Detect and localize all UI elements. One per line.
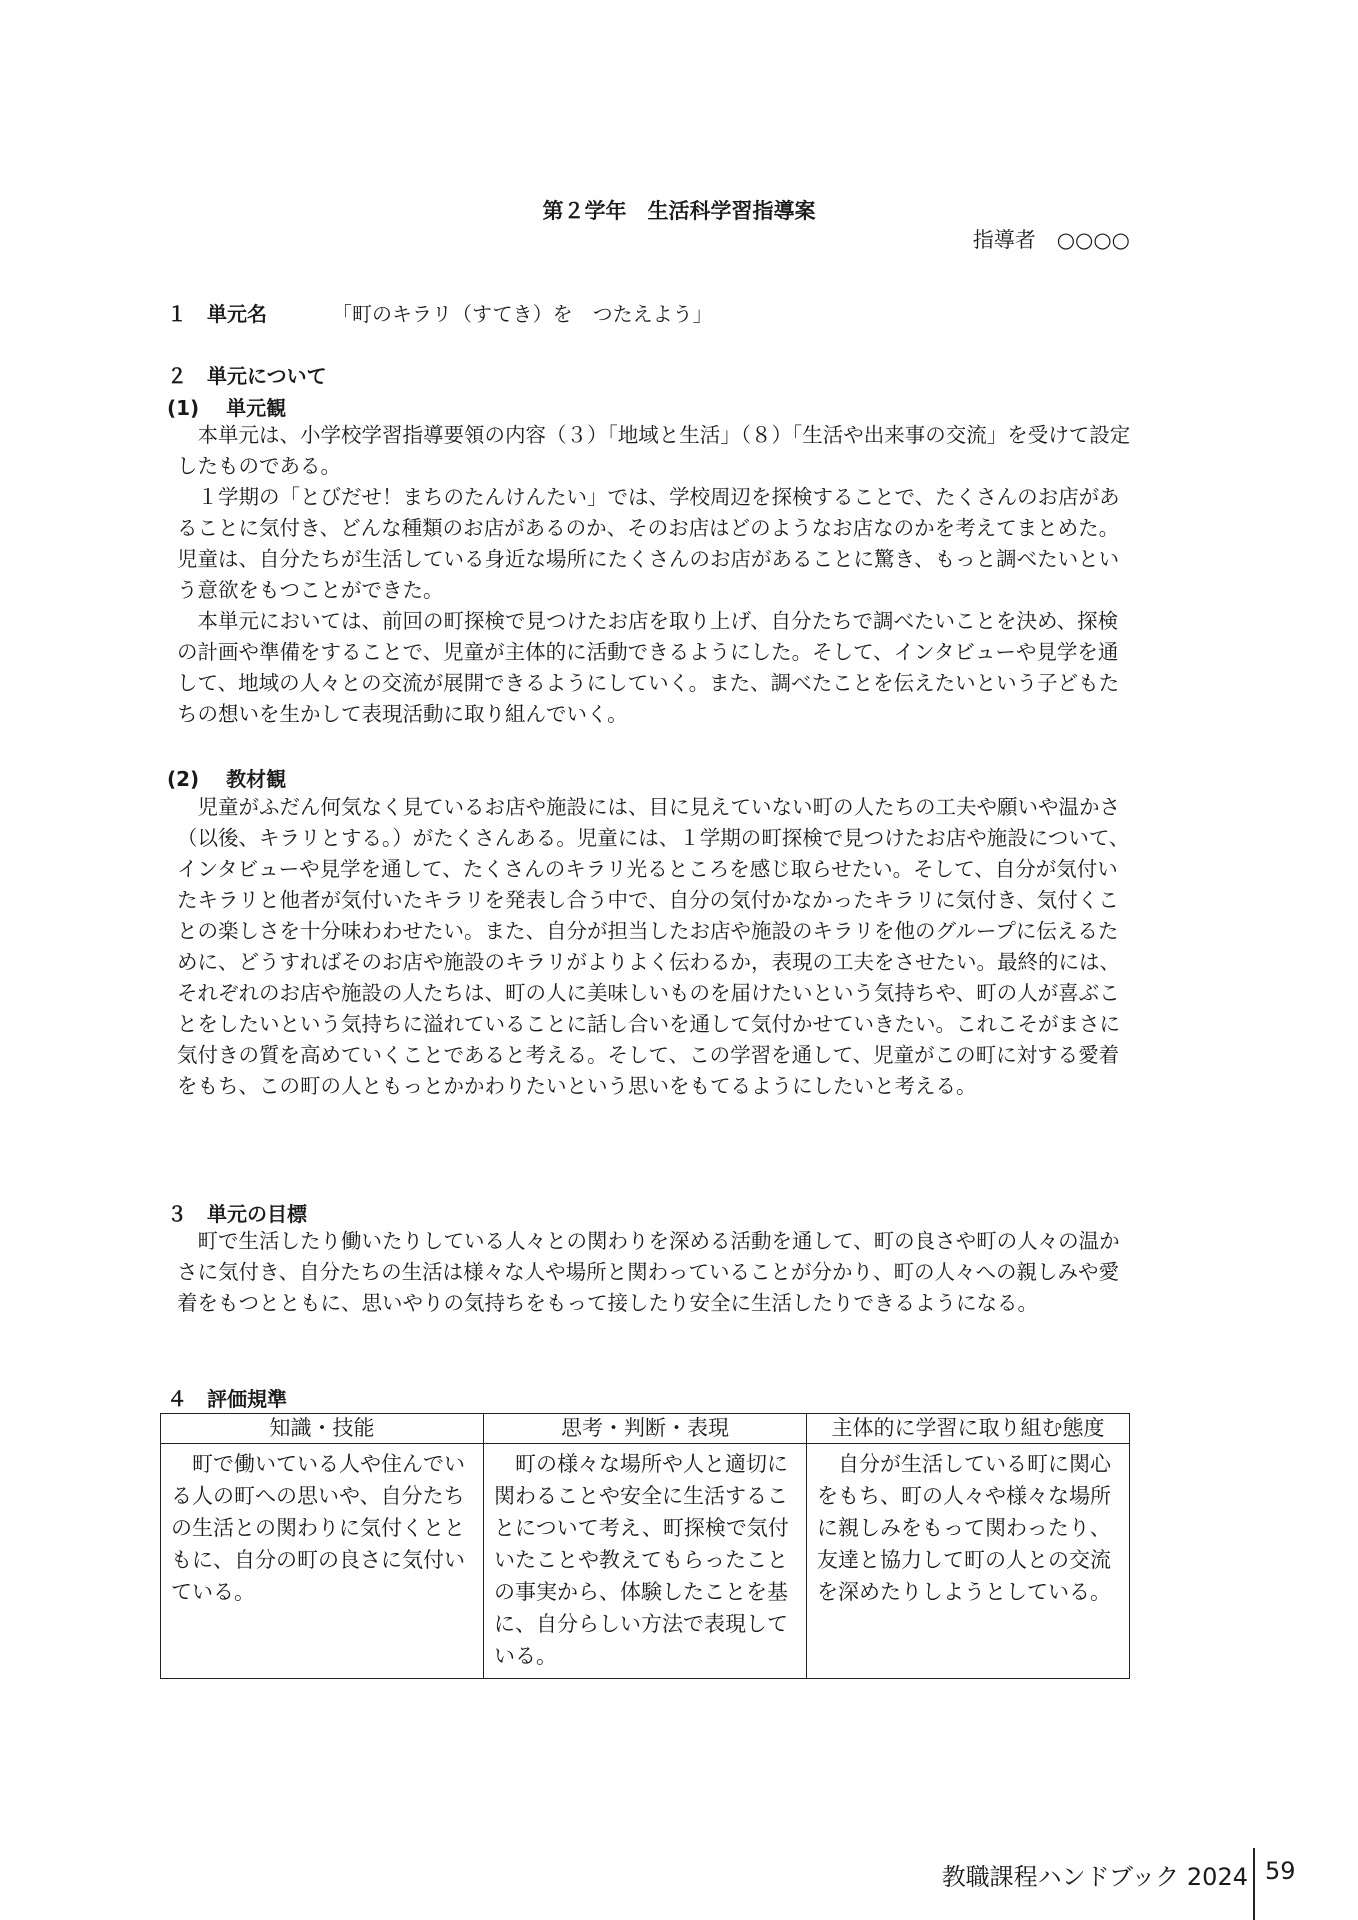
table-cell-thinking: 町の様々な場所や人と適切に関わることや安全に生活することについて考え、町探検で気付いたことや教えてもらったことの事実から、体験したことを基に、自分らしい方法で表現している。 (484, 1444, 807, 1679)
table-header-thinking: 思考・判断・表現 (484, 1414, 807, 1444)
unit-name: 「町のキラリ（すてき）を つたえよう」 (332, 302, 713, 326)
unit-view-paragraph: 本単元は、小学校学習指導要領の内容（３）「地域と生活」（８）「生活や出来事の交流」を受けて設定したものである。 (177, 423, 1131, 478)
material-view-body (177, 792, 1137, 1102)
author-line: 指導者 ○○○○ (972, 228, 1130, 252)
section-2-heading: ２ 単元について (167, 364, 327, 388)
table-cell-attitude: 自分が生活している町に関心をもち、町の人々や様々な場所に親しみをもって関わったり、友達と協力して町の人との交流を深めたりしようとしている。 (807, 1444, 1130, 1679)
unit-view-body (177, 420, 1137, 730)
table-row (161, 1444, 1130, 1679)
section-3-heading: ３ 単元の目標 (167, 1202, 307, 1226)
table-header-attitude: 主体的に学習に取り組む態度 (807, 1414, 1130, 1444)
table-header-knowledge: 知識・技能 (161, 1414, 484, 1444)
subsection-unit-view-heading: (1) 単元観 (167, 396, 287, 420)
table-header-row (161, 1414, 1130, 1444)
page-title: 第２学年 生活科学習指導案 (542, 199, 816, 223)
evaluation-criteria-table (160, 1413, 1130, 1679)
material-view-paragraph: 児童がふだん何気なく見ているお店や施設には、目に見えていない町の人たちの工夫や願いや温かさ（以後、キラリとする。）がたくさんある。児童には、１学期の町探検で見つけたお店や施設について、インタビューや見学を通して、たくさんのキラリ光るところを感じ取らせたい。そして、自分が気付いたキラリと他者が気付いたキラリを発表し合う中で、自分の気付かなかったキラリに気付き、気付くことの楽しさを十分味わわせたい。また、自分が担当したお店や施設のキラリを他のグループに伝えるために、どうすればそのお店や施設のキラリがよりよく伝わるか，表現の工夫をさせたい。最終的には、それぞれのお店や施設の人たちは、町の人に美味しいものを届けたいという気持ちや、町の人が喜ぶことをしたいという気持ちに溢れていることに話し合いを通して気付かせていきたい。これこそがまさに気付きの質を高めていくことであると考える。そして、この学習を通して、児童がこの町に対する愛着をもち、この町の人ともっとかかわりたいという思いをもてるようにしたいと考える。 (177, 795, 1130, 1098)
section-1-heading: １ 単元名 (167, 302, 267, 326)
unit-goal-paragraph: 町で生活したり働いたりしている人々との関わりを深める活動を通して、町の良さや町の人々の温かさに気付き、自分たちの生活は様々な人や場所と関わっていることが分かり、町の人々への親しみや愛着をもつとともに、思いやりの気持ちをもって接したり安全に生活したりできるようになる。 (177, 1229, 1120, 1315)
footer-title: 教職課程ハンドブック 2024 (941, 1863, 1248, 1891)
unit-goal-body (177, 1226, 1137, 1319)
footer-divider (1253, 1848, 1255, 1920)
unit-view-paragraph: 本単元においては、前回の町探検で見つけたお店を取り上げ、自分たちで調べたいことを決め、探検の計画や準備をすることで、児童が主体的に活動できるようにした。そして、インタビューや見学を通して、地域の人々との交流が展開できるようにしていく。また、調べたことを伝えたいという子どもたちの想いを生かして表現活動に取り組んでいく。 (177, 609, 1120, 726)
section-4-heading: ４ 評価規準 (167, 1387, 287, 1411)
table-cell-knowledge: 町で働いている人や住んでいる人の町への思いや、自分たちの生活との関わりに気付くとともに、自分の町の良さに気付いている。 (161, 1444, 484, 1679)
page-number: 59 (1265, 1857, 1296, 1885)
subsection-material-view-heading: (2) 教材観 (167, 767, 287, 791)
unit-view-paragraph: １学期の「とびだせ！まちのたんけんたい」では、学校周辺を探検することで、たくさんのお店があることに気付き、どんな種類のお店があるのか、そのお店はどのようなお店なのかを考えてまとめた。児童は、自分たちが生活している身近な場所にたくさんのお店があることに驚き、もっと調べたいという意欲をもつことができた。 (177, 485, 1120, 602)
